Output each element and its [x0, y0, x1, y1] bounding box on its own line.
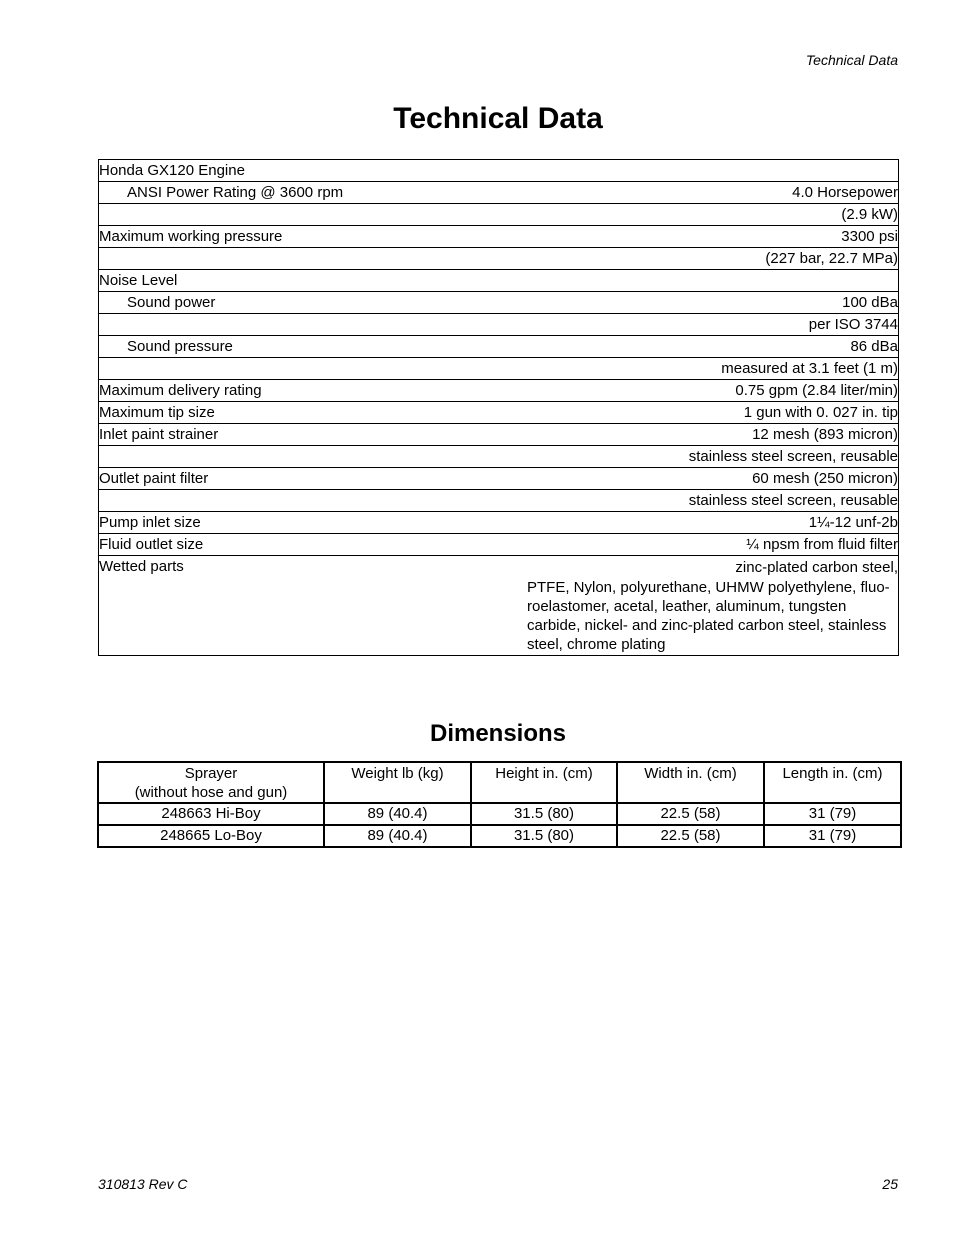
spec-label [99, 358, 528, 380]
table-row [99, 380, 899, 402]
spec-label: Honda GX120 Engine [99, 160, 528, 182]
table-row [98, 825, 901, 847]
spec-value: ¼ npsm from fluid filter [527, 534, 899, 556]
dim-header-width [617, 762, 764, 803]
dim-header-line: Length in. (cm) [782, 765, 883, 782]
spec-value: (227 bar, 22.7 MPa) [527, 248, 899, 270]
dim-cell: 248665 Lo-Boy [98, 825, 324, 847]
dim-cell: 31 (79) [764, 803, 901, 825]
running-header: Technical Data [805, 52, 898, 68]
dim-header-line: Weight lb (kg) [351, 765, 444, 782]
spec-value: 12 mesh (893 micron) [527, 424, 899, 446]
table-row [99, 512, 899, 534]
spec-value: 60 mesh (250 micron) [527, 468, 899, 490]
table-row [99, 534, 899, 556]
spec-value: measured at 3.1 feet (1 m) [527, 358, 899, 380]
dim-header-height [471, 762, 617, 803]
spec-label [99, 446, 528, 468]
dim-header-sprayer [98, 762, 324, 803]
spec-value-continuation: PTFE, Nylon, polyurethane, UHMW polyethylene, fluo-roelastomer, acetal, leather, aluminum, tungsten carbide, nickel- and zinc-plated carbon steel, stainless steel, chrome plating [527, 579, 890, 653]
spec-value: 4.0 Horsepower [527, 182, 899, 204]
table-row [99, 556, 899, 656]
spec-value: 0.75 gpm (2.84 liter/min) [527, 380, 899, 402]
spec-value [527, 160, 899, 182]
spec-label: Wetted parts [99, 556, 528, 656]
dimensions-table [97, 761, 902, 848]
table-row [99, 248, 899, 270]
spec-value: (2.9 kW) [527, 204, 899, 226]
technical-data-table [98, 159, 899, 656]
spec-label: Outlet paint filter [99, 468, 528, 490]
dim-cell: 31.5 (80) [471, 825, 617, 847]
spec-value: stainless steel screen, reusable [527, 446, 899, 468]
spec-value [527, 556, 899, 656]
table-row [99, 424, 899, 446]
table-row [99, 490, 899, 512]
spec-value: 1¼-12 unf-2b [527, 512, 899, 534]
dim-header-line: Height in. (cm) [495, 765, 593, 782]
spec-value: per ISO 3744 [527, 314, 899, 336]
spec-value: 100 dBa [527, 292, 899, 314]
table-row [99, 182, 899, 204]
spec-label [99, 490, 528, 512]
spec-label: Sound pressure [99, 336, 528, 358]
table-row [99, 446, 899, 468]
spec-label: Maximum delivery rating [99, 380, 528, 402]
table-row [99, 402, 899, 424]
dim-cell: 248663 Hi-Boy [98, 803, 324, 825]
spec-value: stainless steel screen, reusable [527, 490, 899, 512]
spec-label [99, 314, 528, 336]
table-row [99, 292, 899, 314]
table-row [98, 803, 901, 825]
page-number: 25 [882, 1176, 898, 1192]
table-row [99, 160, 899, 182]
spec-value: 3300 psi [527, 226, 899, 248]
table-row [99, 314, 899, 336]
spec-label: Pump inlet size [99, 512, 528, 534]
dim-header-line: Width in. (cm) [644, 765, 737, 782]
dim-header-line: Sprayer [184, 765, 238, 782]
dim-cell: 89 (40.4) [324, 825, 471, 847]
table-row [99, 468, 899, 490]
table-row [99, 204, 899, 226]
spec-label [99, 248, 528, 270]
dim-cell: 22.5 (58) [617, 803, 764, 825]
spec-value-line: zinc-plated carbon steel, [735, 559, 898, 576]
spec-label: Fluid outlet size [99, 534, 528, 556]
table-row [99, 226, 899, 248]
spec-label: Sound power [99, 292, 528, 314]
table-row [99, 358, 899, 380]
spec-label: Noise Level [99, 270, 528, 292]
spec-label: ANSI Power Rating @ 3600 rpm [99, 182, 528, 204]
dimensions-title: Dimensions [429, 720, 567, 747]
spec-value [527, 270, 899, 292]
dim-cell: 89 (40.4) [324, 803, 471, 825]
spec-label: Maximum working pressure [99, 226, 528, 248]
spec-label [99, 204, 528, 226]
spec-value: 1 gun with 0. 027 in. tip [527, 402, 899, 424]
dim-header-weight [324, 762, 471, 803]
table-row [99, 270, 899, 292]
spec-label: Maximum tip size [99, 402, 528, 424]
table-row [99, 336, 899, 358]
dim-header-length [764, 762, 901, 803]
spec-value: 86 dBa [527, 336, 899, 358]
dim-header-line: (without hose and gun) [134, 784, 288, 801]
spec-label: Inlet paint strainer [99, 424, 528, 446]
document-id: 310813 Rev C [98, 1176, 188, 1192]
dim-cell: 31 (79) [764, 825, 901, 847]
dim-cell: 31.5 (80) [471, 803, 617, 825]
dim-cell: 22.5 (58) [617, 825, 764, 847]
page-title: Technical Data [393, 102, 603, 135]
